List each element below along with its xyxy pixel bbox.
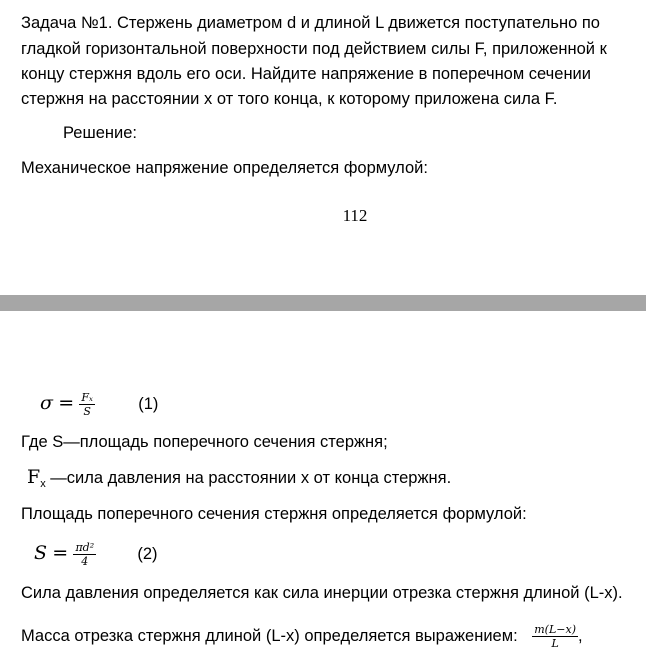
task-line-3: концу стержня вдоль его оси. Найдите напряжение в поперечном сечении [21,65,591,83]
mass-text: Масса отрезка стержня длиной (L-x) определяется выражением: [21,626,518,645]
formula-2-eq: = [52,542,69,564]
fx-symbol: F [27,466,41,488]
task-line-4: стержня на расстоянии x от того конца, к которому приложена сила F. [21,90,558,108]
area-intro-text: Площадь поперечного сечения стержня определяется формулой: [21,505,527,523]
formula-2 [34,541,158,568]
mass-num: m(L−x) [534,623,576,636]
formula-1-eq: = [58,392,75,414]
mass-fraction [532,623,578,650]
formula-2-den: 4 [81,555,89,568]
page-number: 112 [342,206,368,225]
mass-den: L [551,637,559,650]
formula-1-den: S [83,405,91,418]
mass-line [21,623,583,650]
fx-subscript: x [40,478,46,490]
fx-line [27,466,451,493]
formula-1-num: Fₓ [81,391,93,404]
formula-1 [40,391,158,418]
task-line-2: гладкой горизонтальной поверхности под действием силы F, приложенной к [21,40,607,58]
formula-1-number: (1) [138,395,159,413]
page-gap [0,295,646,311]
intro-text: Механическое напряжение определяется формулой: [21,159,428,177]
formula-2-number: (2) [137,545,158,563]
fx-text: —сила давления на расстоянии x от конца стержня. [50,469,452,487]
where-s-text: Где S—площадь поперечного сечения стержня; [21,433,388,451]
task-line-1: Задача №1. Стержень диаметром d и длиной L движется поступательно по [21,14,600,32]
formula-2-fraction [73,541,96,568]
page-bottom [0,311,646,655]
pressure-text: Сила давления определяется как сила инерции отрезка стержня длиной (L-x). [21,584,623,602]
formula-2-num: πd² [75,541,95,554]
mass-tail: , [578,626,583,645]
formula-2-lhs: S [34,542,48,564]
solution-heading: Решение: [63,124,137,142]
page-top [0,0,646,295]
formula-1-lhs: σ [40,392,53,414]
formula-1-fraction [79,391,95,418]
